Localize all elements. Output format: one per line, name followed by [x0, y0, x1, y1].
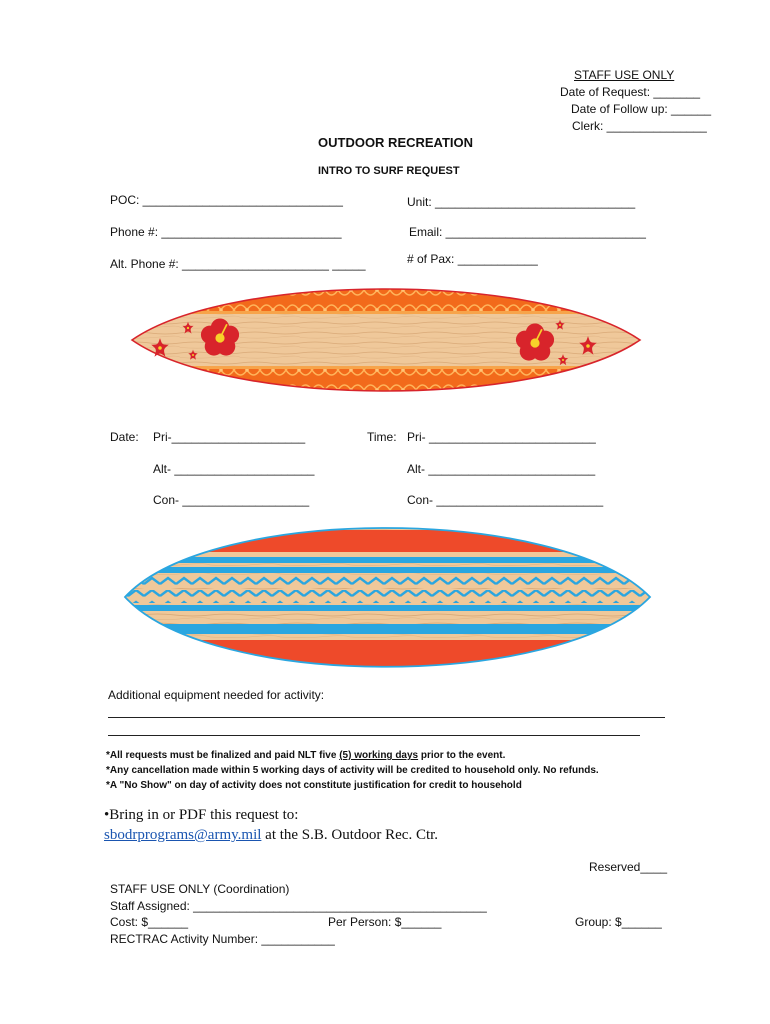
- time-pri-field[interactable]: Pri- _________________________: [407, 430, 596, 444]
- unit-field[interactable]: Unit: ______________________________: [407, 195, 636, 209]
- submit-instructions: •Bring in or PDF this request to:: [104, 807, 299, 823]
- time-alt-field[interactable]: Alt- _________________________: [407, 462, 596, 476]
- email-field[interactable]: Email: ______________________________: [409, 225, 646, 239]
- note-cancellation: *Any cancellation made within 5 working days of activity will be credited to household only. No refunds.: [106, 765, 599, 776]
- cost-field[interactable]: Cost: $______: [110, 915, 189, 929]
- clerk-field[interactable]: Clerk: _______________: [572, 119, 707, 133]
- rectrac-field[interactable]: RECTRAC Activity Number: ___________: [110, 932, 335, 946]
- group-field[interactable]: Group: $______: [575, 915, 662, 929]
- time-con-field[interactable]: Con- _________________________: [407, 493, 604, 507]
- date-label: Date:: [110, 430, 139, 444]
- equipment-label: Additional equipment needed for activity:: [108, 688, 325, 702]
- submit-email-line: sbodrprograms@army.mil at the S.B. Outdoor Rec. Ctr.: [104, 827, 439, 843]
- coordination-heading: STAFF USE ONLY (Coordination): [110, 882, 290, 896]
- date-con-field[interactable]: Con- ___________________: [153, 493, 310, 507]
- date-alt-field[interactable]: Alt- _____________________: [153, 462, 315, 476]
- date-pri-field[interactable]: Pri-____________________: [153, 430, 306, 444]
- per-person-field[interactable]: Per Person: $______: [328, 915, 442, 929]
- equipment-line-1[interactable]: [108, 717, 665, 718]
- alt-phone-field[interactable]: Alt. Phone #: ______________________ _____: [110, 257, 366, 271]
- phone-field[interactable]: Phone #: ___________________________: [110, 225, 342, 239]
- reserved-field[interactable]: Reserved____: [589, 860, 668, 874]
- equipment-line-2[interactable]: [108, 735, 640, 736]
- staff-assigned-field[interactable]: Staff Assigned: ____________________________________________: [110, 899, 487, 913]
- page-subtitle: INTRO TO SURF REQUEST: [318, 165, 460, 177]
- staff-use-heading: STAFF USE ONLY: [574, 68, 675, 82]
- date-of-request-field[interactable]: Date of Request: _______: [560, 85, 701, 99]
- email-link[interactable]: sbodrprograms@army.mil: [104, 827, 262, 843]
- note-no-show: *A "No Show" on day of activity does not constitute justification for credit to household: [106, 780, 522, 791]
- date-of-follow-up-field[interactable]: Date of Follow up: ______: [571, 102, 712, 116]
- time-label: Time:: [367, 430, 397, 444]
- poc-field[interactable]: POC: ______________________________: [110, 193, 343, 207]
- pax-field[interactable]: # of Pax: ____________: [407, 252, 538, 266]
- page-title: OUTDOOR RECREATION: [318, 135, 474, 150]
- note-payment-deadline: *All requests must be finalized and paid NLT five (5) working days prior to the event.: [106, 750, 506, 761]
